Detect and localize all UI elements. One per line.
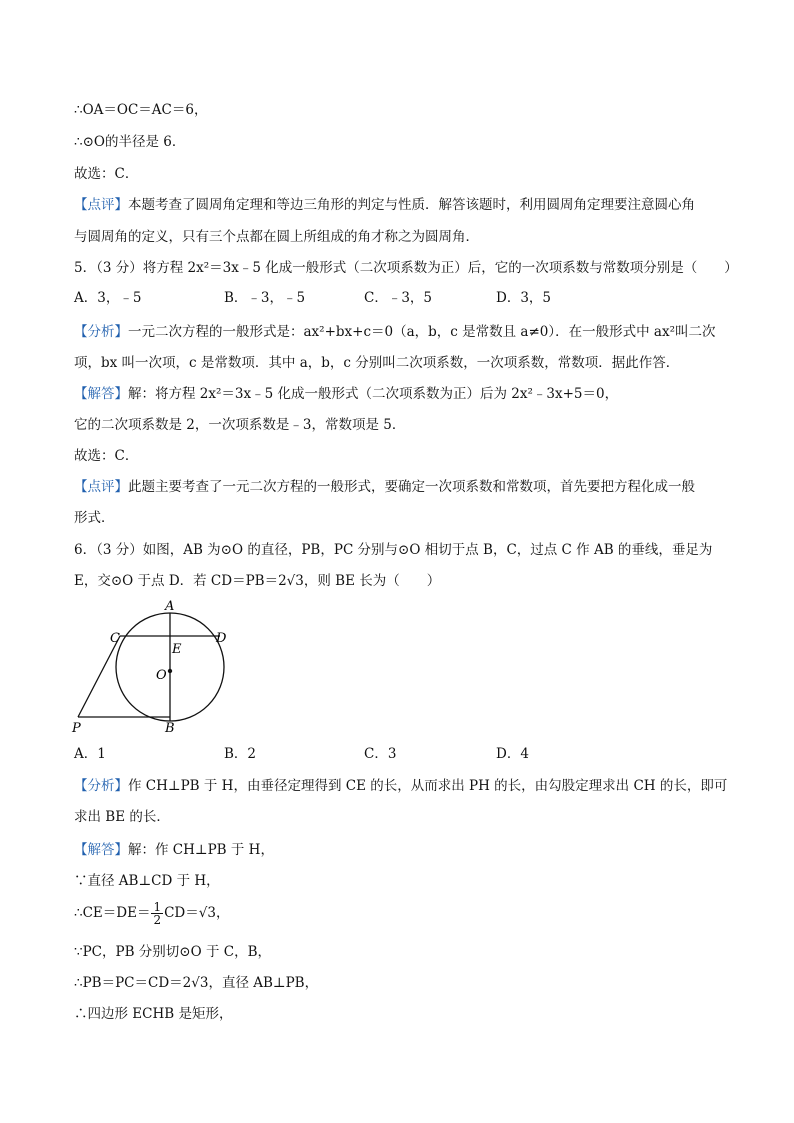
question-6: 6．（3 分）如图，AB 为⊙O 的直径，PB，PC 分别与⊙O 相切于点 B，C，过点 C 作 AB 的垂线，垂足为 — [74, 542, 713, 558]
question-5: 5．（3 分）将方程 2x²＝3x﹣5 化成一般形式（二次项系数为正）后，它的一次项系数与常数项分别是（ ） — [74, 260, 738, 276]
line-22-part-a: ∴CE＝DE＝ — [74, 905, 151, 921]
q5-option-c: C．﹣3，5 — [364, 290, 433, 306]
solution-text-2: 解：作 CH⊥PB 于 H， — [128, 842, 274, 858]
center-dot — [168, 669, 172, 673]
comment-tag-2: 【点评】 — [74, 479, 128, 495]
label-a: A — [165, 599, 175, 614]
line-12: 故选：C． — [74, 448, 139, 464]
label-e: E — [172, 642, 182, 657]
fraction-denominator: 2 — [153, 913, 162, 927]
label-o: O — [156, 668, 167, 683]
fraction-numerator: 1 — [153, 900, 162, 914]
line-19: 求出 BE 的长． — [74, 809, 170, 825]
solution-text: 解：将方程 2x²＝3x﹣5 化成一般形式（二次项系数为正）后为 2x²﹣3x+5＝0， — [128, 386, 619, 402]
q5-option-b: B．﹣3，﹣5 — [224, 290, 306, 306]
q5-option-d: D．3，5 — [496, 290, 552, 306]
line-25: ∴四边形 ECHB 是矩形， — [74, 1006, 233, 1022]
q6-option-d: D．4 — [496, 746, 529, 762]
label-d: D — [216, 631, 227, 646]
line-21: ∵直径 AB⊥CD 于 H， — [74, 873, 220, 889]
q6-option-a: A．1 — [74, 746, 106, 762]
solution-tag: 【解答】 — [74, 386, 128, 402]
comment-text: 本题考查了圆周角定理和等边三角形的判定与性质．解答该题时，利用圆周角定理要注意圆心角 — [128, 197, 695, 213]
line-20 — [74, 840, 274, 860]
comment-tag: 【点评】 — [74, 197, 128, 213]
line-3: 故选：C． — [74, 166, 139, 182]
line-10 — [74, 384, 618, 404]
label-b: B — [165, 721, 175, 736]
line-4 — [74, 195, 695, 215]
line-2: ∴⊙O的半径是 6． — [74, 134, 186, 150]
analysis-tag: 【分析】 — [74, 324, 128, 340]
solution-tag-2: 【解答】 — [74, 842, 128, 858]
comment-text-2: 此题主要考查了一元二次方程的一般形式，要确定一次项系数和常数项，首先要把方程化成一般 — [128, 479, 695, 495]
line-18 — [74, 776, 727, 796]
analysis-text: 一元二次方程的一般形式是：ax²+bx+c＝0（a，b，c 是常数且 a≠0）．在一般形式中 ax²叫二次 — [128, 324, 716, 340]
line-9: 项，bx 叫一次项，c 是常数项．其中 a，b，c 分别叫二次项系数，一次项系数，常数项．据此作答． — [74, 355, 680, 371]
q6-option-c: C．3 — [364, 746, 397, 762]
line-24: ∴PB＝PC＝CD＝2√3，直径 AB⊥PB， — [74, 975, 319, 991]
analysis-tag-2: 【分析】 — [74, 778, 128, 794]
line-1: ∴OA＝OC＝AC＝6， — [74, 102, 208, 118]
label-c: C — [110, 631, 120, 646]
line-8 — [74, 322, 716, 342]
label-p: P — [72, 721, 81, 736]
line-5: 与圆周角的定义，只有三个点都在圆上所组成的角才称之为圆周角． — [74, 229, 479, 245]
analysis-text-2: 作 CH⊥PB 于 H，由垂径定理得到 CE 的长，从而求出 PH 的长，由勾股定理求出 CH 的长，即可 — [128, 778, 728, 794]
geometry-figure — [70, 598, 250, 740]
q5-option-a: A．3，﹣5 — [74, 290, 142, 306]
line-11: 它的二次项系数是 2，一次项系数是﹣3，常数项是 5． — [74, 417, 406, 433]
line-13 — [74, 477, 695, 497]
fraction-half — [151, 901, 163, 926]
line-14: 形式． — [74, 510, 115, 526]
q6-option-b: B．2 — [224, 746, 257, 762]
tangent-pc — [78, 636, 120, 717]
line-22-part-b: CD＝√3， — [164, 905, 230, 921]
question-6-cont: E，交⊙O 于点 D．若 CD＝PB＝2√3，则 BE 长为（ ） — [74, 573, 441, 589]
line-23: ∵PC，PB 分别切⊙O 于 C，B， — [74, 944, 272, 960]
line-22 — [74, 901, 229, 926]
